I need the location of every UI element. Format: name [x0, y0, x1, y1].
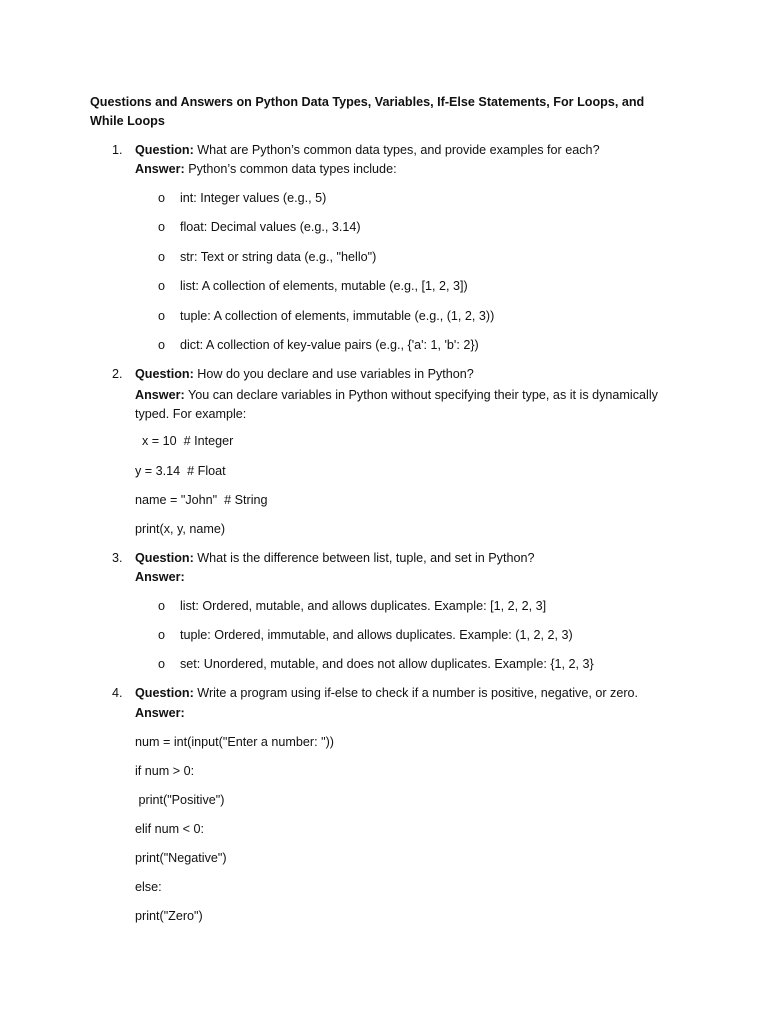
- question-label: Question:: [135, 551, 194, 565]
- bullet-marker: o: [158, 338, 166, 352]
- code-line: name = "John" # String: [135, 493, 268, 507]
- bullet-marker: o: [158, 628, 166, 642]
- code-line: print("Zero"): [135, 909, 203, 923]
- question-text: Write a program using if-else to check if a number is positive, negative, or zero.: [197, 686, 639, 700]
- document-title: Questions and Answers on Python Data Types, Variables, If-Else Statements, For Loops, and While Loops: [90, 95, 645, 128]
- list-item: int: Integer values (e.g., 5): [180, 191, 327, 205]
- bullet-marker: o: [158, 309, 166, 323]
- bullet-marker: o: [158, 191, 166, 205]
- list-item: tuple: A collection of elements, immutable (e.g., (1, 2, 3)): [180, 309, 495, 323]
- list-item: str: Text or string data (e.g., "hello"): [180, 250, 377, 264]
- code-line: x = 10 # Integer: [135, 434, 234, 448]
- answer-label: Answer:: [135, 162, 185, 176]
- item-2-question: [135, 367, 474, 381]
- answer-text: You can declare variables in Python without specifying their type, as it is dynamically typed. For example:: [135, 388, 658, 421]
- list-item: dict: A collection of key-value pairs (e.g., {'a': 1, 'b': 2}): [180, 338, 479, 352]
- code-line: y = 3.14 # Float: [135, 464, 226, 478]
- bullet-marker: o: [158, 250, 166, 264]
- item-1-number: 1.: [112, 143, 123, 157]
- list-item: set: Unordered, mutable, and does not allow duplicates. Example: {1, 2, 3}: [180, 657, 594, 671]
- answer-label: Answer:: [135, 388, 185, 402]
- bullet-marker: o: [158, 279, 166, 293]
- answer-label: Answer:: [135, 570, 185, 584]
- item-3-number: 3.: [112, 551, 123, 565]
- item-2-number: 2.: [112, 367, 123, 381]
- list-item: float: Decimal values (e.g., 3.14): [180, 220, 361, 234]
- list-item: list: Ordered, mutable, and allows duplicates. Example: [1, 2, 2, 3]: [180, 599, 547, 613]
- item-4-number: 4.: [112, 686, 123, 700]
- question-label: Question:: [135, 367, 194, 381]
- answer-label: Answer:: [135, 706, 185, 720]
- question-label: Question:: [135, 143, 194, 157]
- item-1-question: [135, 143, 600, 157]
- code-line: print(x, y, name): [135, 522, 226, 536]
- bullet-marker: o: [158, 657, 166, 671]
- code-line: num = int(input("Enter a number: ")): [135, 735, 334, 749]
- item-4-question: [135, 686, 638, 700]
- answer-text: Python’s common data types include:: [188, 162, 397, 176]
- question-text: How do you declare and use variables in Python?: [197, 367, 474, 381]
- item-3-question: [135, 551, 534, 565]
- code-line: print("Negative"): [135, 851, 227, 865]
- bullet-marker: o: [158, 599, 166, 613]
- question-text: What is the difference between list, tuple, and set in Python?: [197, 551, 535, 565]
- code-line: elif num < 0:: [135, 822, 204, 836]
- code-line: print("Positive"): [135, 793, 225, 807]
- item-4-answer: [135, 706, 185, 720]
- question-label: Question:: [135, 686, 194, 700]
- question-text: What are Python’s common data types, and provide examples for each?: [197, 143, 600, 157]
- bullet-marker: o: [158, 220, 166, 234]
- list-item: list: A collection of elements, mutable (e.g., [1, 2, 3]): [180, 279, 468, 293]
- code-line: if num > 0:: [135, 764, 195, 778]
- list-item: tuple: Ordered, immutable, and allows duplicates. Example: (1, 2, 2, 3): [180, 628, 573, 642]
- item-2-answer: [135, 386, 675, 424]
- code-line: else:: [135, 880, 162, 894]
- item-1-answer: [135, 162, 397, 176]
- item-3-answer: [135, 570, 185, 584]
